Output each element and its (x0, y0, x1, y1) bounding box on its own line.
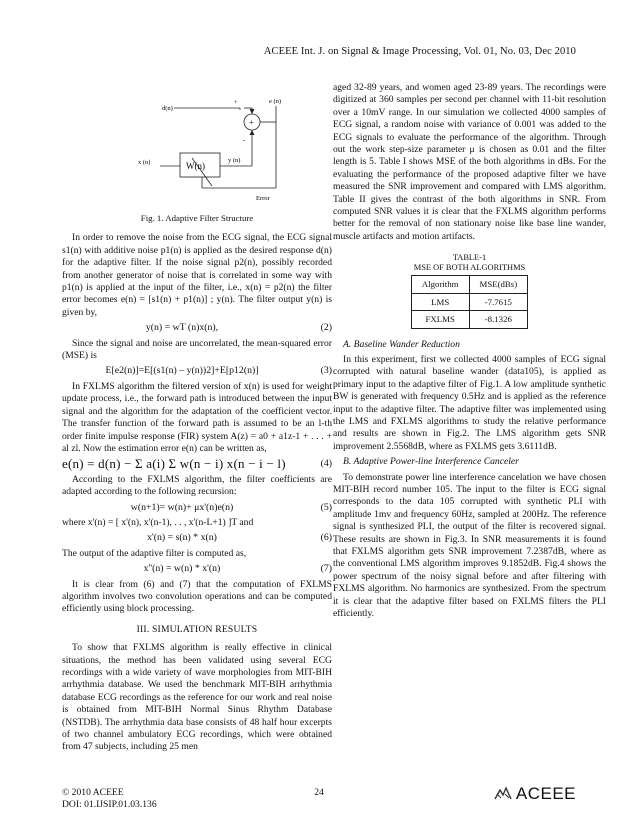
running-header: ACEEE Int. J. on Signal & Image Processing, Vol. 01, No. 03, Dec 2010 (263, 46, 576, 57)
logo-mark-icon (493, 786, 513, 802)
figure-caption: Fig. 1. Adaptive Filter Structure (140, 213, 254, 223)
left-column (62, 82, 332, 757)
table-cell: -8.1326 (469, 311, 528, 328)
en-label: e (n) (269, 98, 282, 105)
yn-label: y (n) (228, 157, 241, 164)
table-cell: FXLMS (411, 311, 469, 328)
plus-label: + (234, 99, 238, 106)
equation-5 (62, 502, 332, 514)
paragraph: aged 32-89 years, and women aged 23-89 years. The recordings were digitized at 360 samples per second per channel with 11-bit resolution over a 10mV range. In our simulation we collected 4000 samples of ECG signal, a random noise with variance of 0.001 was added to the ECG signals to evaluate the performance of the algorithm. Through out the work step-size parameter μ is chosen as 0.01 and the filter length is 5. Table I shows MSE of the both algorithms in dBs. For the evaluating the performance of the proposed adaptive filter we have measured the SNR improvement and compared with LMS algorithm. Table II gives the contrast of the both algorithms in SNR. From computed SNR values it is clear that the FXLMS algorithm performs better for the removal of non stationary noise like base line wander, muscle artifacts and motion artifacts. (333, 82, 606, 242)
paragraph: To show that FXLMS algorithm is really effective in clinical situations, the method has been validated using several ECG recordings with a wide variety of wave morphologies from MIT-BIH arrhythmia database. We used the benchmark MIT-BIH arrhythmia database ECG recordings as the reference for our work and real noise is obtained from MIT-BIH Normal Sinus Rhythm Database (NSTDB). The arrhythmia data base consists of 48 half hour excerpts of two channel ambulatory ECG recordings, which were obtained from 47 subjects, including 25 men (62, 642, 332, 753)
equation-number: (2) (320, 322, 332, 334)
paragraph: Since the signal and noise are uncorrelated, the mean-squared error (MSE) is (62, 337, 332, 362)
paragraph: It is clear from (6) and (7) that the computation of FXLMS algorithm involves two convolution operations and can be computed efficiently using block processing. (62, 578, 332, 615)
paragraph: In FXLMS algorithm the filtered version of x(n) is used for weight update process, i.e., the forward path is introduced between the input signal and the algorithm for the adaptation of the coefficient vector. The transfer function of the forward path is assumed to be an l-th order finite impulse response (FIR) system A(z) = a0 + a1z-1 + . . . + al zl. Now the estimation error e(n) can be written as, (62, 380, 332, 454)
table-cell: -7.7615 (469, 293, 528, 310)
equation-7 (62, 563, 332, 575)
section-title: III. SIMULATION RESULTS (136, 623, 258, 635)
mse-table (411, 275, 528, 328)
paragraph: In this experiment, first we collected 4000 samples of ECG signal corrupted with natural baseline wander (data105), is applied as primary input to the adaptive filter of Fig.1. A low amplitude synthetic BW is generated with frequency 0.5Hz and is applied as the reference input to the adaptive filter. The adaptive filter was implemented using the LMS and FXLMS algorithms to study the relative performance and results are shown in Fig.2. The LMS algorithm gets SNR improvement 2.5568dB, where as FXLMS gets 3.6111dB. (333, 353, 606, 452)
table-cell: LMS (411, 293, 469, 310)
error-label: Error (256, 195, 270, 202)
equation-number: (4) (320, 458, 332, 470)
paragraph: where x'(n) = [ x'(n), x'(n-1), . . , x'(n-L+1) ]T and (62, 516, 254, 528)
wn-label: W(n) (186, 161, 205, 171)
table-row (411, 311, 527, 328)
paragraph: To demonstrate power line interference cancelation we have chosen MIT-BIH record number 105. The input to the filter is ECG signal corresponds to the data 105 corrupted with synthetic PLI with amplitude 1mv and frequency 60Hz, sampled at 200Hz. The reference signal is synthesized PLI, the output of the filter is recovered signal. These results are shown in Fig.3. In SNR measurements it is found that FXLMS algorithm gets SNR improvement 7.2387dB, where as the conventional LMS algorithm improves 9.1852dB. Fig.4 shows the power spectrum of the noisy signal before and after filtering with FXLMS algorithm. No harmonics are synthesized. From the spectrum it is clear that the adaptive filter based on FXLMS filters the PLI efficiently. (333, 471, 606, 620)
equation-formula: w(n+1)= w(n)+ μx'(n)e(n) (130, 501, 234, 513)
equation-formula: x'(n) = s(n) * x(n) (147, 532, 217, 544)
paragraph: The output of the adaptive filter is computed as, (62, 547, 247, 559)
equation-2 (62, 322, 332, 334)
logo-text: ACEEE (515, 784, 576, 803)
equation-number: (6) (320, 532, 332, 544)
table-title: TABLE-1 (452, 253, 487, 263)
paragraph: According to the FXLMS algorithm, the filter coefficients are adapted according to the following recursion: (62, 473, 332, 498)
minus-label: - (243, 136, 246, 144)
equation-6 (62, 532, 332, 544)
equation-formula: e(n) = d(n) − Σ a(i) Σ w(n − i) x(n − i − l) (62, 456, 286, 472)
right-column (333, 82, 606, 623)
doi: DOI: 01.IJSIP.01.03.136 (62, 799, 157, 810)
equation-number: (7) (320, 563, 332, 575)
equation-formula: E[e2(n)]=E[(s1(n) – y(n))2]+E[p12(n)] (105, 365, 259, 377)
sum-label: + (249, 118, 254, 127)
adaptive-filter-figure (62, 88, 332, 208)
equation-number: (5) (320, 501, 332, 513)
table-subtitle: MSE OF BOTH ALGORITHMS (413, 263, 526, 273)
equation-formula: x''(n) = w(n) * x'(n) (143, 563, 221, 575)
subsection-heading: B. Adaptive Power-line Interference Canceler (343, 456, 519, 468)
table-row (411, 293, 527, 310)
page-number: 24 (314, 787, 324, 798)
equation-formula: y(n) = wT (n)x(n), (145, 322, 219, 334)
subsection-heading: A. Baseline Wander Reduction (343, 338, 460, 350)
paragraph: In order to remove the noise from the ECG signal, the ECG signal s1(n) with additive noise p1(n) is applied as the desired response d(n) for the adaptive filter. If the noise signal p2(n), possibly recorded from another generator of noise that is correlated in some way with p1(n) is applied at the input of the filter, i.e., x(n) = p2(n) the filter error becomes e(n) = [s1(n) + p1(n)] ; y(n). The filter output y(n) is given by, (62, 232, 332, 318)
equation-4 (62, 458, 332, 470)
dn-label: d(n) (162, 105, 173, 112)
xn-label: x (n) (138, 159, 151, 166)
aceee-logo (493, 784, 576, 804)
copyright: © 2010 ACEEE (62, 787, 124, 798)
table-header-row (411, 276, 527, 293)
table-header-cell: MSE(dBs) (469, 276, 528, 293)
equation-number: (3) (320, 365, 332, 377)
adaptive-filter-diagram (62, 88, 332, 208)
table-header-cell: Algorithm (411, 276, 469, 293)
equation-3 (62, 365, 332, 377)
